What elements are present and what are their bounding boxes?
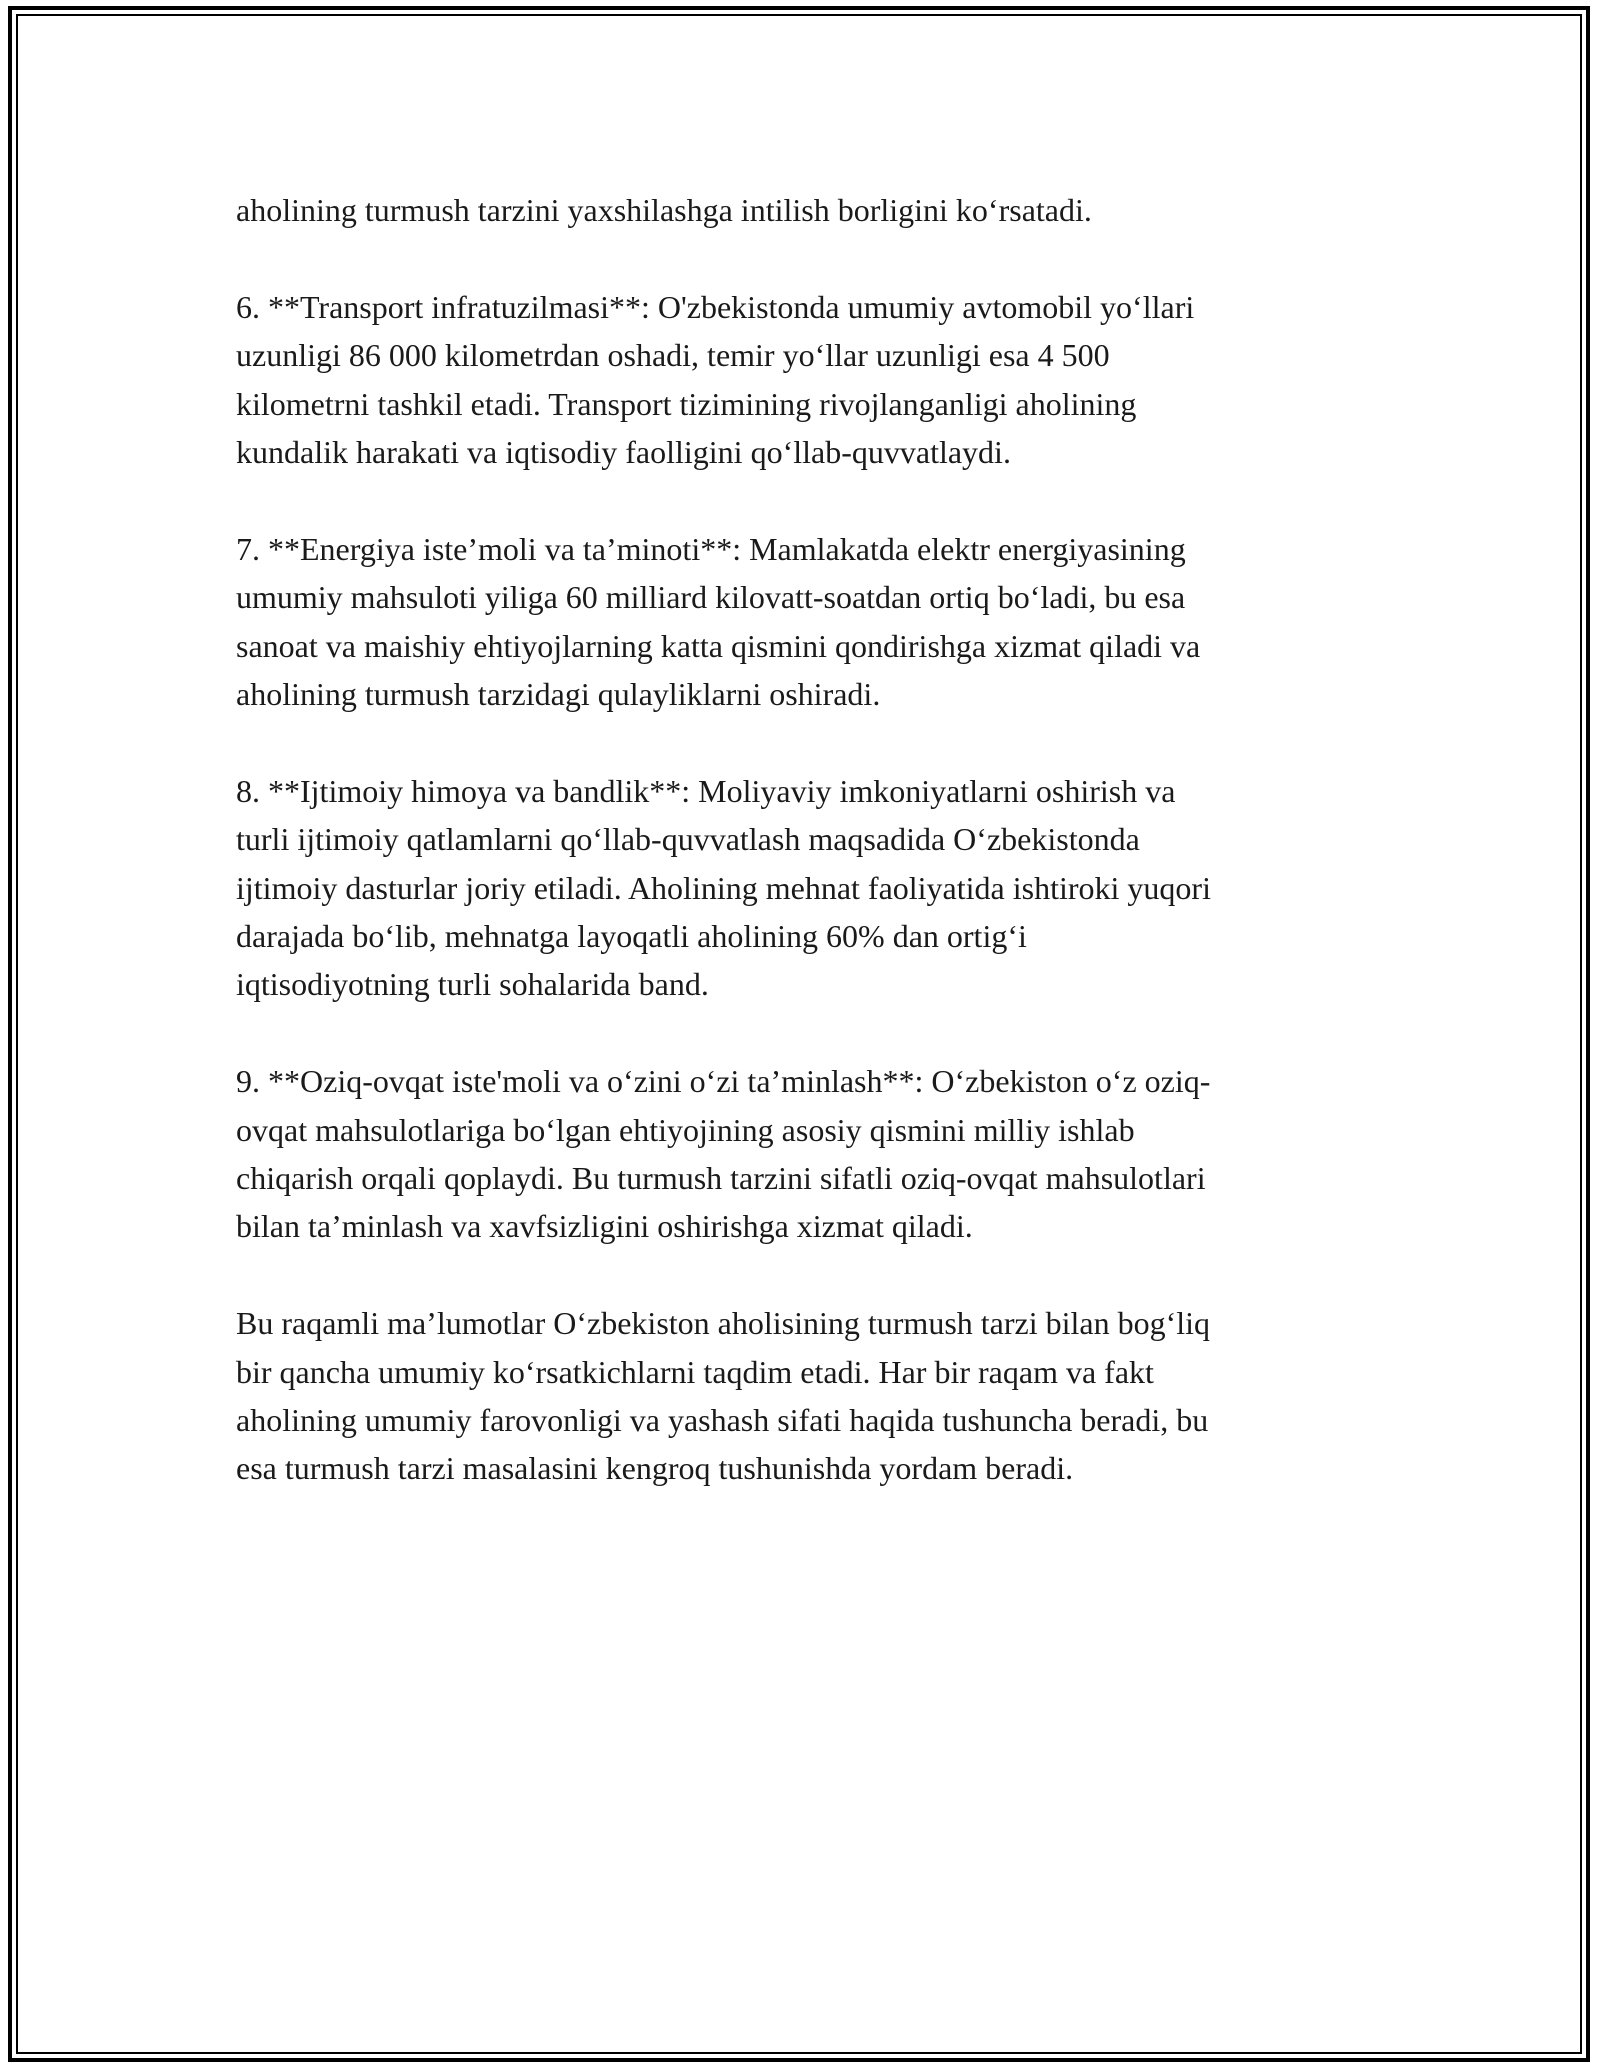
paragraph-transport-infrastructure — [236, 283, 1366, 477]
text-line: aholining turmush tarzidagi qulayliklarni oshiradi. — [236, 676, 881, 713]
text-line: 7. **Energiya iste’moli va ta’minoti**: Mamlakatda elektr energiyasining — [236, 530, 1186, 567]
text-line: aholining turmush tarzini yaxshilashga intilish borligini ko‘rsatadi. — [236, 192, 1092, 228]
text-line: 9. **Oziq-ovqat iste'moli va o‘zini o‘zi ta’minlash**: O‘zbekiston o‘z oziq- — [236, 1063, 1211, 1100]
text-line: kilometrni tashkil etadi. Transport tizimining rivojlanganligi aholining — [236, 385, 1137, 422]
paragraph-social-protection — [236, 767, 1366, 1009]
text-line: ijtimoiy dasturlar joriy etiladi. Aholining mehnat faoliyatida ishtiroki yuqori — [236, 869, 1211, 906]
text-line: uzunligi 86 000 kilometrdan oshadi, temir yo‘llar uzunligi esa 4 500 — [236, 337, 1110, 374]
text-line: 6. **Transport infratuzilmasi**: O'zbekistonda umumiy avtomobil yo‘llari — [236, 288, 1195, 325]
text-line: bilan ta’minlash va xavfsizligini oshirishga xizmat qiladi. — [236, 1208, 973, 1245]
paragraph-energy-consumption — [236, 525, 1366, 719]
paragraph-intro-continuation — [236, 186, 1366, 234]
text-line: aholining umumiy farovonligi va yashash sifati haqida tushuncha beradi, bu — [236, 1402, 1209, 1439]
paragraph-conclusion — [236, 1299, 1366, 1493]
text-line: sanoat va maishiy ehtiyojlarning katta qismini qondirishga xizmat qiladi va — [236, 627, 1201, 664]
text-line: iqtisodiyotning turli sohalarida band. — [236, 966, 709, 1003]
text-line: bir qancha umumiy ko‘rsatkichlarni taqdim etadi. Har bir raqam va fakt — [236, 1353, 1154, 1390]
text-line: darajada bo‘lib, mehnatga layoqatli aholining 60% dan ortig‘i — [236, 918, 1027, 955]
text-line: turli ijtimoiy qatlamlarni qo‘llab-quvvatlash maqsadida O‘zbekistonda — [236, 821, 1140, 858]
text-line: ovqat mahsulotlariga bo‘lgan ehtiyojining asosiy qismini milliy ishlab — [236, 1111, 1135, 1148]
text-line: kundalik harakati va iqtisodiy faolligini qo‘llab-quvvatlaydi. — [236, 434, 1011, 471]
paragraph-food-consumption — [236, 1057, 1366, 1251]
text-line: esa turmush tarzi masalasini kengroq tushunishda yordam beradi. — [236, 1450, 1074, 1487]
text-line: Bu raqamli ma’lumotlar O‘zbekiston aholisining turmush tarzi bilan bog‘liq — [236, 1305, 1211, 1342]
text-line: chiqarish orqali qoplaydi. Bu turmush tarzini sifatli oziq-ovqat mahsulotlari — [236, 1160, 1206, 1197]
text-line: umumiy mahsuloti yiliga 60 milliard kilovatt-soatdan ortiq bo‘ladi, bu esa — [236, 579, 1186, 616]
text-line: 8. **Ijtimoiy himoya va bandlik**: Moliyaviy imkoniyatlarni oshirish va — [236, 772, 1176, 809]
document-body — [236, 186, 1366, 1541]
